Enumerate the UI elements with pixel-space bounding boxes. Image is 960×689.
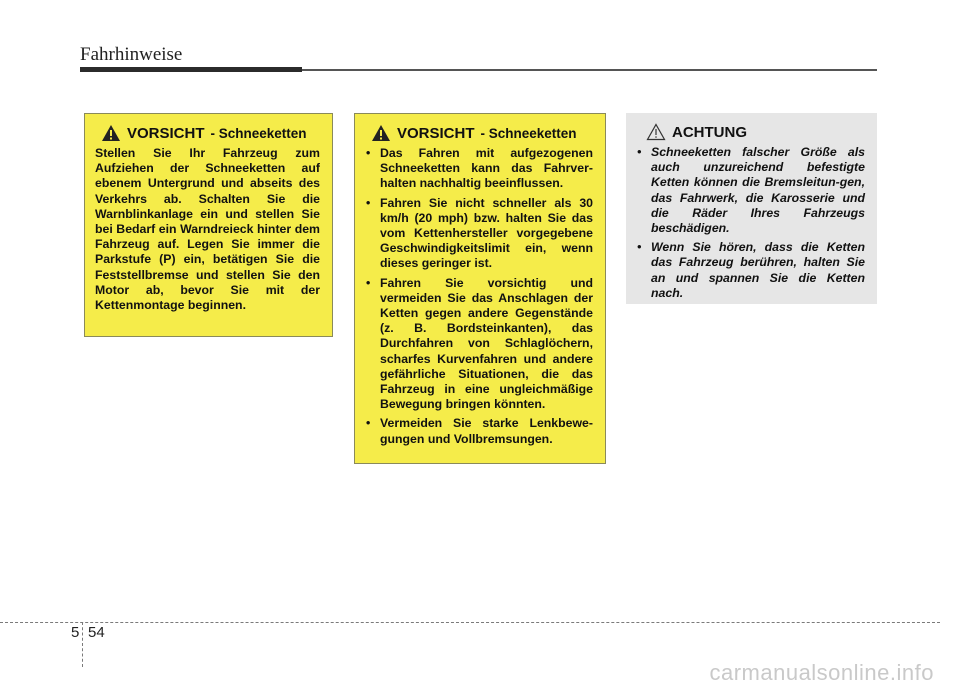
notice-bullet-list — [636, 145, 865, 301]
footer-divider — [0, 622, 940, 623]
list-item: • Vermeiden Sie starke Lenkbewe-gungen und Vollbremsungen. — [366, 416, 593, 446]
caution-title: VORSICHT — [127, 124, 205, 142]
caution-box-1-heading — [95, 124, 320, 142]
header-bar-thick — [80, 67, 302, 72]
notice-box-heading — [636, 123, 865, 141]
caution-title: VORSICHT — [397, 124, 475, 142]
list-item: • Wenn Sie hören, dass die Ketten das Fahrzeug berühren, halten Sie an und spannen Sie die Ketten nach. — [637, 240, 865, 300]
page-header-title: Fahrhinweise — [80, 44, 183, 65]
list-item: • Das Fahren mit aufgezogenen Schneeketten kann das Fahrver-halten nachhaltig beeinflussen. — [366, 146, 593, 191]
caution-subtitle: - Schneeketten — [210, 125, 307, 141]
caution-box-2-heading — [365, 124, 593, 142]
caution-box-1 — [84, 113, 333, 337]
caution-bullet-list — [365, 146, 593, 447]
list-item: • Fahren Sie vorsichtig und vermeiden Sie das Anschlagen der Ketten gegen andere Gegenstände (z. B. Bordsteinkanten), das Durchfahren von Schlaglöchern, scharfes Kurvenfahren und andere gefährliche Situationen, die das Fahrzeug in eine ungleichmäßige Bewegung bringen könnten. — [366, 275, 593, 412]
warning-icon — [101, 124, 121, 142]
list-item: • Schneeketten falscher Größe als auch unzureichend befestigte Ketten können die Bremsleitun-gen, das Fahrwerk, die Karosserie und die Räder Ihres Fahrzeugs beschädigen. — [637, 145, 865, 236]
caution-box-2 — [354, 113, 606, 464]
footer-vertical-divider — [82, 622, 83, 667]
warning-icon — [646, 123, 666, 141]
notice-box — [626, 113, 877, 304]
warning-icon — [371, 124, 391, 142]
page-number: 54 — [88, 624, 105, 641]
notice-title: ACHTUNG — [672, 123, 747, 141]
watermark: carmanualsonline.info — [709, 660, 934, 685]
caution-text: Stellen Sie Ihr Fahrzeug zum Aufziehen der Schneeketten auf ebenem Untergrund und abseits des Verkehrs ab. Schalten Sie die Warnblinkanlage ein und stellen Sie bei Bedarf ein Warndreieck hinter dem Fahrzeug auf. Legen Sie immer die Parkstufe (P) ein, betätigen Sie die Feststellbremse und stellen Sie den Motor ab, bevor Sie mit der Kettenmontage beginnen. — [95, 146, 320, 313]
chapter-number: 5 — [71, 624, 80, 641]
caution-subtitle: - Schneeketten — [480, 125, 577, 141]
list-item: • Fahren Sie nicht schneller als 30 km/h (20 mph) bzw. halten Sie das vom Kettenhersteller vorgegebene Geschwindigkeitslimit ein, wenn dieses geringer ist. — [366, 195, 593, 271]
header-bar-thin — [302, 69, 877, 71]
